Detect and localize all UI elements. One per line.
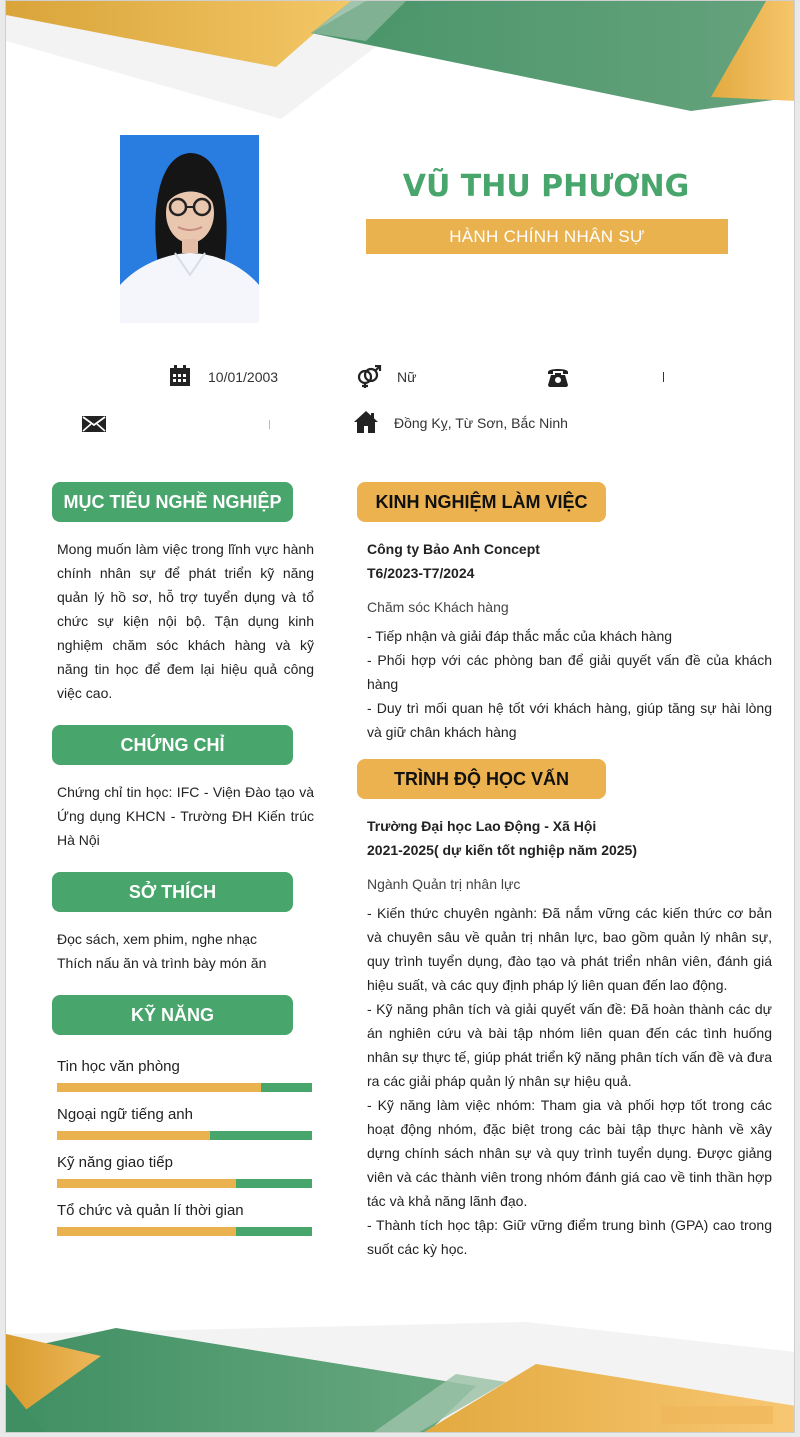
experience-detail: - Tiếp nhận và giải đáp thắc mắc của khách hàng	[367, 628, 673, 644]
gender-value: Nữ	[397, 369, 417, 385]
experience-detail: - Duy trì mối quan hệ tốt với khách hàng, giúp tăng sự hài lòng và giữ chân khách hàng	[367, 700, 772, 740]
education-period: 2021-2025( dự kiến tốt nghiệp năm 2025)	[367, 842, 638, 858]
experience-position: Chăm sóc Khách hàng	[367, 599, 509, 615]
job-title: HÀNH CHÍNH NHÂN SỰ	[366, 219, 728, 254]
skill-label: Ngoại ngữ tiếng anh	[57, 1106, 193, 1123]
birthday-value: 10/01/2003	[208, 369, 279, 385]
objective-heading: MỤC TIÊU NGHỀ NGHIỆP	[52, 482, 293, 522]
hobby-item: Thích nấu ăn và trình bày món ăn	[57, 955, 267, 971]
education-detail: - Thành tích học tập: Giữ vững điểm trung bình (GPA) cao trong suốt các kỳ học.	[367, 1217, 772, 1257]
experience-period: T6/2023-T7/2024	[367, 565, 475, 581]
education-detail: - Kỹ năng làm việc nhóm: Tham gia và phối hợp tốt trong các hoạt động nhóm, đặc biệt trong các bài tập thực hành về xây dựng chính sách nhân sự và quy trình tuyển dụng. Được giảng viên và các thành viên trong nhóm đánh giá cao về tinh thần hợp tác và khả năng lãnh đạo.	[367, 1097, 772, 1209]
phone-cursor-mark	[663, 372, 664, 382]
gender-icon	[356, 365, 382, 394]
education-heading: TRÌNH ĐỘ HỌC VẤN	[357, 759, 606, 799]
skill-label: Tổ chức và quản lí thời gian	[57, 1202, 244, 1219]
skill-bar-fill	[57, 1227, 236, 1236]
skill-bar	[57, 1083, 312, 1092]
address-value: Đồng Kỵ, Từ Sơn, Bắc Ninh	[394, 415, 568, 431]
calendar-icon	[169, 365, 191, 392]
skill-bar-fill	[57, 1179, 236, 1188]
education-school: Trường Đại học Lao Động - Xã Hội	[367, 818, 597, 834]
phone-icon	[546, 366, 570, 393]
skill-bar	[57, 1131, 312, 1140]
profile-photo	[120, 135, 259, 323]
skill-bar	[57, 1227, 312, 1236]
hobbies-heading: SỞ THÍCH	[52, 872, 293, 912]
experience-heading: KINH NGHIỆM LÀM VIỆC	[357, 482, 606, 522]
footer-decoration	[6, 1314, 795, 1433]
skill-label: Kỹ năng giao tiếp	[57, 1154, 173, 1171]
skill-label: Tin học văn phòng	[57, 1058, 180, 1075]
experience-detail: - Phối hợp với các phòng ban để giải quyết vấn đề của khách hàng	[367, 652, 772, 692]
cv-page	[5, 0, 795, 1433]
education-detail: - Kỹ năng phân tích và giải quyết vấn đề: Đã hoàn thành các dự án nghiên cứu và bài tập nhóm liên quan đến các tình huống nhân sự thực tế, giúp phát triển kỹ năng phân tích vấn đề và đưa ra các giải pháp quản lý nhân sự hiệu quả.	[367, 1001, 772, 1089]
mail-icon	[82, 416, 106, 437]
candidate-name: VŨ THU PHƯƠNG	[402, 169, 690, 204]
education-major: Ngành Quản trị nhân lực	[367, 876, 521, 892]
objective-text: Mong muốn làm việc trong lĩnh vực hành chính nhân sự để phát triển kỹ năng quản lý hồ sơ, hỗ trợ tuyển dụng và tổ chức sự kiện nội bộ. Tận dụng kinh nghiệm chăm sóc khách hàng và kỹ năng tin học để đem lại hiệu quả công việc cao.	[57, 541, 314, 701]
email-cursor-mark	[269, 420, 270, 429]
hobby-item: Đọc sách, xem phim, nghe nhạc	[57, 931, 257, 947]
skill-bar-fill	[57, 1131, 210, 1140]
certificates-text: Chứng chỉ tin học: IFC - Viện Đào tạo và Ứng dụng KHCN - Trường ĐH Kiến trúc Hà Nội	[57, 784, 314, 848]
skill-bar-fill	[57, 1083, 261, 1092]
skills-heading: KỸ NĂNG	[52, 995, 293, 1035]
certificates-heading: CHỨNG CHỈ	[52, 725, 293, 765]
home-icon	[353, 410, 379, 439]
education-detail: - Kiến thức chuyên ngành: Đã nắm vững các kiến thức cơ bản và chuyên sâu về quản trị nhân lực, bao gồm quản lý nhân sự, quy trình tuyển dụng, đào tạo và phát triển nhân viên, đánh giá hiệu suất, và các quy định pháp lý liên quan đến lao động.	[367, 905, 772, 993]
experience-company: Công ty Bảo Anh Concept	[367, 541, 540, 557]
skill-bar	[57, 1179, 312, 1188]
header-decoration	[6, 1, 795, 131]
